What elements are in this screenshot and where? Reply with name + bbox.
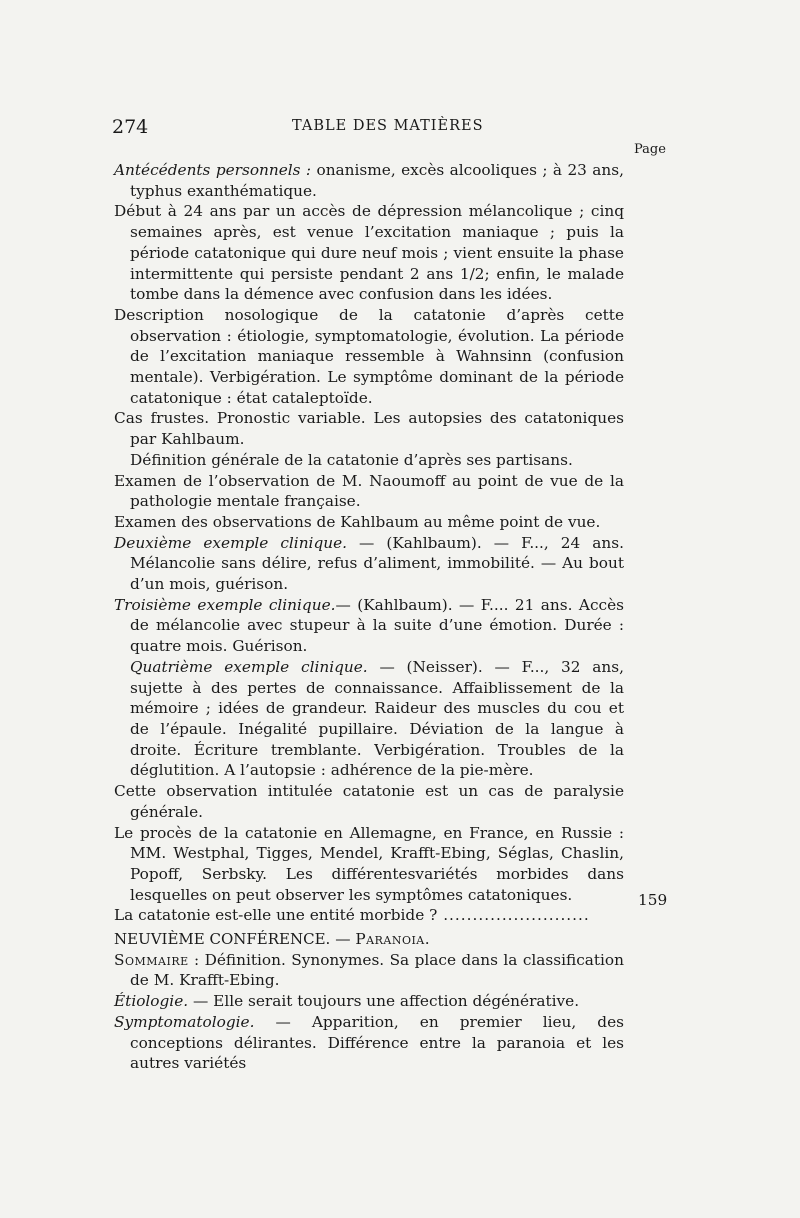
entry-text: onanisme, excès alcooliques ; à 23 ans, typhus exanthématique. bbox=[130, 161, 624, 200]
section-topic: Paranoia. bbox=[355, 930, 431, 949]
entry-text: Cas frustes. Pronostic variable. Les autopsies des catatoniques par Kahlbaum. bbox=[114, 409, 624, 449]
entry-italic: Deuxième exemple clinique. bbox=[114, 533, 347, 552]
dot-leader: ......................... bbox=[437, 906, 590, 925]
table-of-contents bbox=[114, 160, 624, 1074]
entry-text: — (Kahlbaum). — F..., 24 ans. Mélancolie sans délire, refus d’aliment, immobilité. — Au bout d’un mois, guérison. bbox=[130, 533, 624, 594]
entry-text: Début à 24 ans par un accès de dépression mélancolique ; cinq semaines après, est venue l’excitation maniaque ; puis la période catatonique qui dure neuf mois ; vient ensuite la phase intermittente qui persiste pendant 2 ans 1/2; enfin, le malade tombe dans la démence avec confusion dans les idées. bbox=[114, 202, 624, 304]
entry-italic: Antécédents personnels : bbox=[114, 161, 312, 179]
entry-italic: Symptomatologie. bbox=[114, 1012, 255, 1031]
entry-text: — (Neisser). — F..., 32 ans, sujette à des pertes de connaissance. Affaiblissement de la mémoire ; idées de grandeur. Raideur des muscles du cou et de l’épaule. Inégalité pupillaire. Déviation de la langue à droite. Écriture tremblante. Verbigération. Troubles de la déglutition. A l’autopsie : adhérence de la pie-mère. bbox=[130, 657, 624, 780]
entry-text: Définition générale de la catatonie d’après ses partisans. bbox=[130, 450, 573, 469]
toc-entry bbox=[114, 305, 624, 409]
toc-entry bbox=[114, 512, 624, 533]
toc-entry bbox=[114, 533, 624, 595]
toc-entry-with-page bbox=[114, 905, 624, 926]
toc-entry bbox=[114, 471, 624, 512]
entry-text: — (Kahlbaum). — F.... 21 ans. Accès de mélancolie avec stupeur à la suite d’une émotion. Durée : quatre mois. Guérison. bbox=[130, 595, 624, 656]
toc-entry bbox=[114, 160, 624, 201]
toc-entry bbox=[114, 657, 624, 781]
entry-text: Le procès de la catatonie en Allemagne, en France, en Russie : MM. Westphal, Tigges, Mendel, Krafft-Ebing, Séglas, Chaslin, Popoff, Serbsky. Les différentesvariétés morbides dans lesquelles on peut observer les symptômes catatoniques. bbox=[114, 823, 624, 904]
section-title: NEUVIÈME CONFÉRENCE. bbox=[114, 930, 331, 949]
section-heading bbox=[114, 929, 624, 950]
toc-entry bbox=[114, 1012, 624, 1074]
running-title: TABLE DES MATIÈRES bbox=[292, 118, 484, 134]
entry-text: — Apparition, en premier lieu, des conceptions délirantes. Différence entre la paranoia et les autres variétés bbox=[130, 1012, 624, 1073]
entry-text: : Définition. Synonymes. Sa place dans la classification de M. Krafft-Ebing. bbox=[130, 950, 624, 990]
toc-entry bbox=[114, 823, 624, 906]
toc-entry bbox=[114, 781, 624, 822]
toc-entry bbox=[114, 450, 624, 471]
entry-italic: Troisième exemple clinique. bbox=[114, 595, 336, 614]
section-dash: — bbox=[330, 930, 356, 949]
entry-text: — Elle serait toujours une affection dégénérative. bbox=[188, 992, 580, 1011]
entry-italic: Étiologie. bbox=[114, 992, 189, 1011]
page-number: 274 bbox=[112, 116, 149, 138]
entry-text: Description nosologique de la catatonie d’après cette observation : étiologie, symptomatologie, évolution. La période de l’excitation maniaque ressemble à Wahnsinn (confusion mentale). Verbigération. Le symptôme dominant de la période catatonique : état cataleptoïde. bbox=[114, 305, 624, 407]
toc-entry bbox=[114, 201, 624, 305]
page-column-label: Page bbox=[634, 142, 666, 157]
entry-page-number: 159 bbox=[638, 891, 668, 909]
toc-entry bbox=[114, 408, 624, 449]
entry-smallcaps: Sommaire bbox=[114, 950, 189, 969]
entry-text: La catatonie est-elle une entité morbide ? bbox=[114, 906, 438, 925]
entry-text: Cette observation intitulée catatonie est un cas de paralysie générale. bbox=[114, 782, 624, 821]
entry-text: Examen de l’observation de M. Naoumoff au point de vue de la pathologie mentale française. bbox=[114, 471, 624, 511]
entry-italic: Quatrième exemple clinique. bbox=[130, 657, 368, 676]
toc-entry bbox=[114, 950, 624, 991]
toc-entry bbox=[114, 595, 624, 657]
toc-entry bbox=[114, 991, 624, 1012]
page-header bbox=[112, 116, 632, 140]
entry-text: Examen des observations de Kahlbaum au même point de vue. bbox=[114, 512, 601, 531]
